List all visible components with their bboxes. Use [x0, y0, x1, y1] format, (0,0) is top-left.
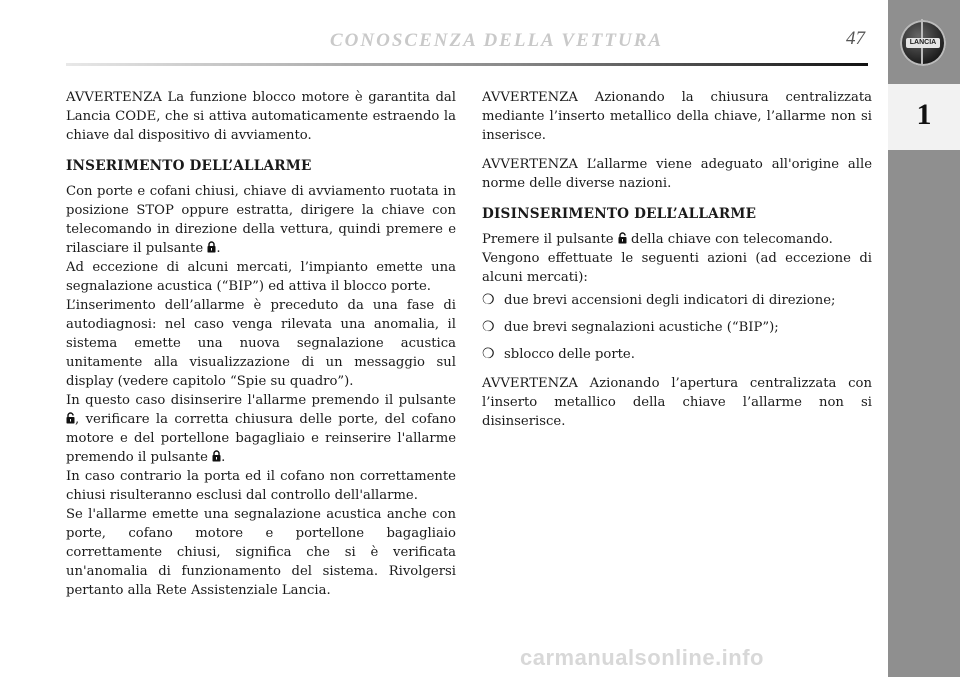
warning-central-locking: AVVERTENZA Azionando la chiusura centralizzata mediante l’inserto metallico della chiave, l’allarme non si inserisce. — [482, 90, 872, 143]
list-item-text: sblocco delle porte. — [504, 347, 635, 362]
bullet-icon: ❍ — [482, 292, 495, 308]
logo-text: LANCIA — [906, 38, 940, 48]
actions-list — [482, 291, 872, 364]
disarming-text-end: della chiave con telecomando. — [631, 232, 833, 247]
unlock-icon — [66, 412, 75, 424]
arming-instructions — [66, 182, 456, 258]
list-item — [482, 345, 872, 364]
recheck-text-end: . — [221, 450, 226, 465]
lancia-logo — [900, 20, 946, 66]
bullet-icon: ❍ — [482, 319, 495, 335]
list-item-text: due brevi accensioni degli indicatori di direzione; — [504, 293, 836, 308]
running-header: CONOSCENZA DELLA VETTURA — [330, 30, 664, 51]
disarm-recheck-info — [66, 391, 456, 467]
watermark: carmanualsonline.info — [520, 645, 764, 670]
warning-central-unlocking: AVVERTENZA Azionando l’apertura centralizzata con l’inserto metallico della chiave l’allarme non si disinserisce. — [482, 376, 872, 429]
beep-info: Ad eccezione di alcuni mercati, l’impianto emette una segnalazione acustica (“BIP”) ed attiva il blocco porte. — [66, 260, 456, 294]
warning-immobilizer: AVVERTENZA La funzione blocco motore è garantita dal Lancia CODE, che si attiva automaticamente estraendo la chiave dal dispositivo di avviamento. — [66, 90, 456, 143]
right-column — [482, 88, 872, 441]
malfunction-info: Se l'allarme emette una segnalazione acustica anche con porte, cofano motore e portellone bagagliaio correttamente chiusi, significa che si è verificata un'anomalia di funzionamento del sistema. Rivolgersi pertanto alla Rete Assistenziale Lancia. — [66, 507, 456, 598]
bullet-icon: ❍ — [482, 346, 495, 362]
self-diagnosis-info: L’inserimento dell’allarme è preceduto da una fase di autodiagnosi: nel caso venga rilevata una anomalia, il sistema emette una nuova segnalazione acustica unitamente alla visualizzazione di un messaggio sul display (vedere capitolo “Spie su quadro”). — [66, 298, 456, 389]
unlock-icon — [618, 232, 627, 244]
chapter-number: 1 — [916, 98, 932, 131]
list-item — [482, 318, 872, 337]
header-rule — [66, 63, 868, 66]
left-column — [66, 88, 456, 600]
heading-arming-alarm: INSERIMENTO DELL’ALLARME — [66, 158, 312, 174]
arming-text-end: . — [216, 241, 221, 256]
actions-intro: Vengono effettuate le seguenti azioni (ad eccezione di alcuni mercati): — [482, 251, 872, 285]
disarm-text: In questo caso disinserire l'allarme premendo il pulsante — [66, 393, 456, 408]
list-item — [482, 291, 872, 310]
heading-disarming-alarm: DISINSERIMENTO DELL’ALLARME — [482, 206, 757, 222]
disarming-instructions — [482, 230, 872, 249]
chapter-sidebar — [888, 0, 960, 677]
arming-text: Con porte e cofani chiusi, chiave di avviamento ruotata in posizione STOP oppure estratta, dirigere la chiave con telecomando in direzione della vettura, quindi premere e rilasciare il pulsante — [66, 184, 456, 256]
warning-national-norms: AVVERTENZA L’allarme viene adeguato all'origine alle norme delle diverse nazioni. — [482, 157, 872, 191]
disarming-text: Premere il pulsante — [482, 232, 614, 247]
lock-icon — [212, 450, 221, 462]
lock-icon — [207, 241, 216, 253]
page-number: 47 — [846, 28, 865, 49]
excluded-doors-info: In caso contrario la porta ed il cofano non correttamente chiusi risulteranno esclusi dal controllo dell'allarme. — [66, 469, 456, 503]
recheck-text: , verificare la corretta chiusura delle porte, del cofano motore e del portellone bagagliaio e reinserire l'allarme premendo il pulsante — [66, 412, 456, 465]
list-item-text: due brevi segnalazioni acustiche (“BIP”); — [504, 320, 779, 335]
